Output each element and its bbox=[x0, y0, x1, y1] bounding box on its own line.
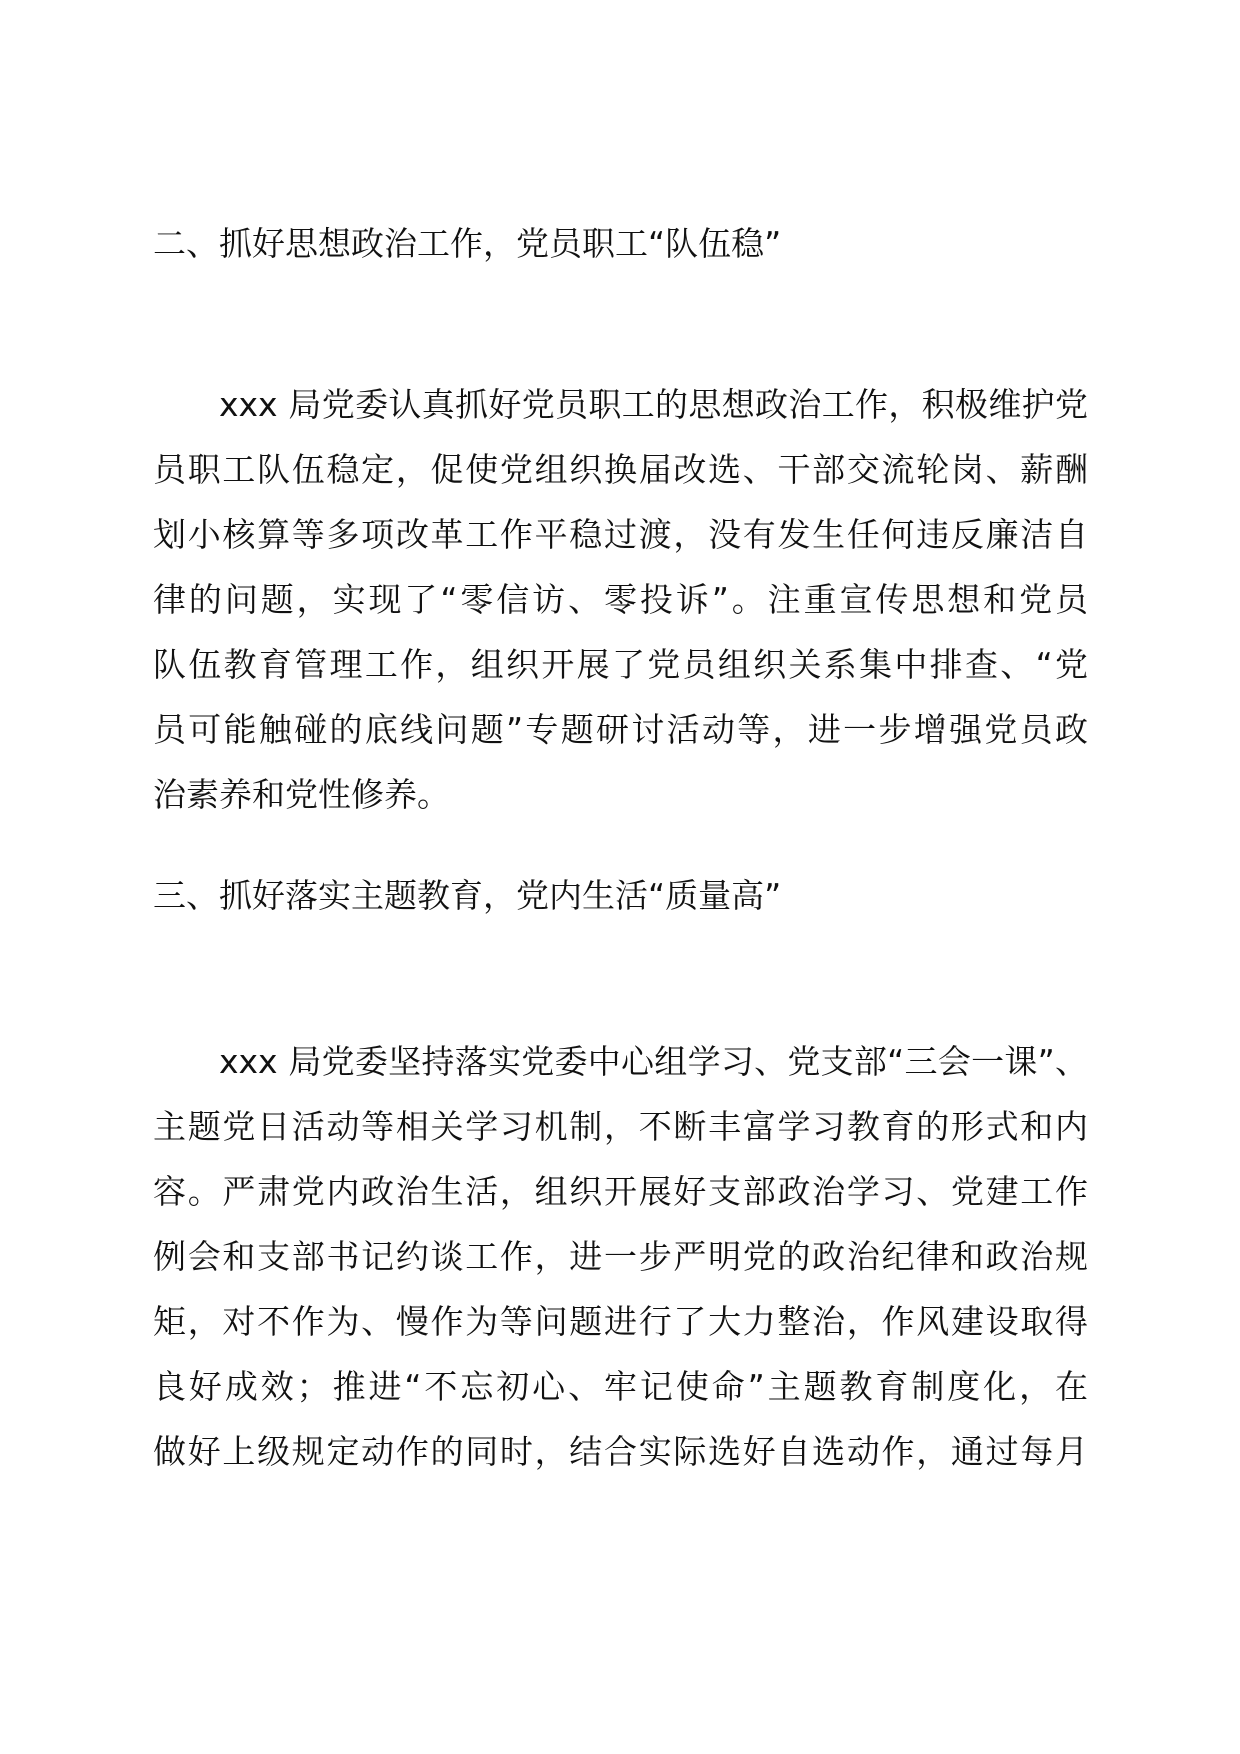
paragraph-line: 员职工队伍稳定，促使党组织换届改选、干部交流轮岗、薪酬 bbox=[153, 450, 1088, 489]
section-3-paragraph bbox=[153, 1029, 1088, 1484]
paragraph-line: 员可能触碰的底线问题”专题研讨活动等，进一步增强党员政 bbox=[153, 710, 1088, 749]
paragraph-line: 划小核算等多项改革工作平稳过渡，没有发生任何违反廉洁自 bbox=[153, 515, 1088, 554]
paragraph-line: 良好成效；推进“不忘初心、牢记使命”主题教育制度化，在 bbox=[153, 1367, 1088, 1406]
paragraph-line: 队伍教育管理工作，组织开展了党员组织关系集中排查、“党 bbox=[153, 645, 1088, 684]
section-2-heading: 二、抓好思想政治工作，党员职工“队伍稳” bbox=[153, 224, 782, 263]
paragraph-line: xxx 局党委坚持落实党委中心组学习、党支部“三会一课”、 bbox=[219, 1042, 1088, 1081]
paragraph-line: 做好上级规定动作的同时，结合实际选好自选动作，通过每月 bbox=[153, 1432, 1088, 1471]
paragraph-line: 容。严肃党内政治生活，组织开展好支部政治学习、党建工作 bbox=[153, 1172, 1088, 1211]
paragraph-line: 主题党日活动等相关学习机制，不断丰富学习教育的形式和内 bbox=[153, 1107, 1088, 1146]
paragraph-line: 治素养和党性修养。 bbox=[153, 775, 450, 814]
section-2-paragraph bbox=[153, 372, 1088, 827]
paragraph-line: 例会和支部书记约谈工作，进一步严明党的政治纪律和政治规 bbox=[153, 1237, 1088, 1276]
paragraph-line: xxx 局党委认真抓好党员职工的思想政治工作，积极维护党 bbox=[219, 385, 1088, 424]
section-3-heading: 三、抓好落实主题教育，党内生活“质量高” bbox=[153, 876, 782, 915]
paragraph-line: 律的问题，实现了“零信访、零投诉”。注重宣传思想和党员 bbox=[153, 580, 1088, 619]
paragraph-line: 矩，对不作为、慢作为等问题进行了大力整治，作风建设取得 bbox=[153, 1302, 1088, 1341]
